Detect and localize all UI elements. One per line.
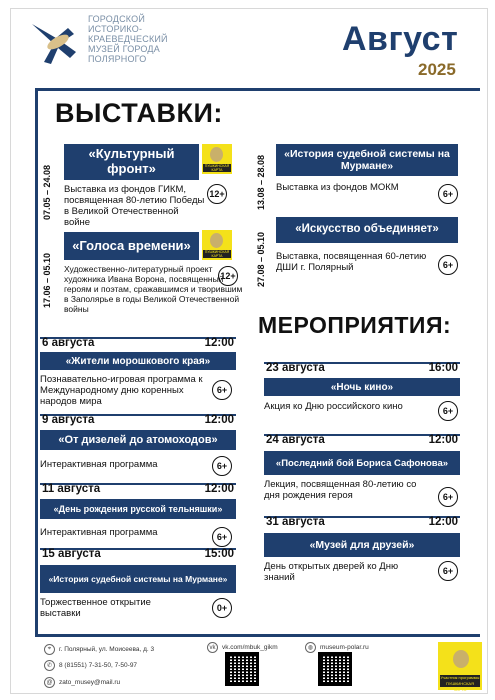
age-rating-badge: 6+ <box>212 456 232 476</box>
year: 2025 <box>418 60 456 79</box>
exhibition-item <box>256 215 466 290</box>
vk-icon: vk <box>207 642 218 653</box>
exhibition-dates: 27.08 – 05.10 <box>256 231 266 287</box>
footer-phone <box>44 660 137 671</box>
event-date: 31 августа <box>266 516 325 528</box>
email-link[interactable]: zato_musey@mail.ru <box>59 679 121 686</box>
vk-link[interactable]: vk.com/mbuk_gikm <box>222 644 278 651</box>
event-description: Акция ко Дню российского кино <box>264 401 403 412</box>
event-name: «История судебной системы на Мурмане» <box>40 565 236 593</box>
age-rating-badge: 6+ <box>438 255 458 275</box>
phone-text: 8 (81551) 7-31-50, 7-50-97 <box>59 662 138 669</box>
age-rating-badge: 6+ <box>212 527 232 547</box>
exhibition-description: Выставка, посвященная 60-летию ДШИ г. Полярный <box>276 251 427 273</box>
events-title: МЕРОПРИЯТИЯ: <box>258 312 452 338</box>
event-date: 9 августа <box>42 414 95 426</box>
pushkin-card-icon: ПУШКИНСКАЯ КАРТА <box>202 230 232 260</box>
event-time: 15:00 <box>204 548 234 560</box>
event-description: Лекция, посвященная 80-летию со дня рождения героя <box>264 479 417 501</box>
exhibition-name: «Голоса времени» <box>64 232 199 260</box>
exhibition-item <box>256 140 466 210</box>
vk-qr-code-icon <box>225 652 259 686</box>
frame-divider <box>35 634 480 637</box>
event-time: 12:00 <box>428 434 458 446</box>
event-description: Интерактивная программа <box>40 527 158 538</box>
event-name: «Последний бой Бориса Сафонова» <box>264 451 460 475</box>
age-rating-badge: 6+ <box>438 561 458 581</box>
event-name: «От дизелей до атомоходов» <box>40 430 236 450</box>
age-rating-badge: 12+ <box>218 266 238 286</box>
event-time: 12:00 <box>204 414 234 426</box>
exhibition-item <box>42 228 247 323</box>
exhibitions-title: ВЫСТАВКИ: <box>55 98 223 128</box>
exhibition-name: «Культурный фронт» <box>64 144 199 180</box>
event-description: Познавательно-игровая программа к Международному дню коренных народов мира <box>40 374 203 407</box>
museum-logo-icon <box>24 14 84 74</box>
event-name: «День рождения русской тельняшки» <box>40 499 236 519</box>
event-time: 12:00 <box>204 337 234 349</box>
pushkin-card-icon: ПУШКИНСКАЯ КАРТА <box>202 144 232 174</box>
location-icon: ⌖ <box>44 644 55 655</box>
exhibition-name: «Искусство объединяет» <box>276 217 458 243</box>
event-date: 11 августа <box>42 483 101 495</box>
event-date: 6 августа <box>42 337 95 349</box>
exhibition-dates: 17.06 – 05.10 <box>42 252 52 308</box>
event-date: 24 августа <box>266 434 325 446</box>
exhibition-item <box>42 140 242 228</box>
site-qr-code-icon <box>318 652 352 686</box>
exhibition-dates: 07.05 – 24.08 <box>42 164 52 220</box>
pushkin-card-logo-icon: Участник программы ПУШКИНСКАЯ КАРТА <box>438 642 482 690</box>
event-name: «Жители морошкового края» <box>40 352 236 370</box>
phone-icon: ✆ <box>44 660 55 671</box>
exhibition-description: Выставка из фондов МОКМ <box>276 182 399 193</box>
age-rating-badge: 6+ <box>438 487 458 507</box>
age-rating-badge: 6+ <box>212 380 232 400</box>
site-link[interactable]: museum-polar.ru <box>320 644 369 651</box>
age-rating-badge: 6+ <box>438 184 458 204</box>
email-icon: @ <box>44 677 55 688</box>
globe-icon: ◍ <box>305 642 316 653</box>
event-time: 16:00 <box>428 362 458 374</box>
event-date: 23 августа <box>266 362 325 374</box>
event-name: «Музей для друзей» <box>264 533 460 557</box>
age-rating-badge: 6+ <box>438 401 458 421</box>
exhibition-name: «История судебной системы на Мурмане» <box>276 144 458 176</box>
event-time: 12:00 <box>428 516 458 528</box>
event-description: Торжественное открытие выставки <box>40 597 151 619</box>
address-text: г. Полярный, ул. Моисеева, д. 3 <box>59 646 155 653</box>
age-rating-badge: 0+ <box>212 598 232 618</box>
footer-address <box>44 644 154 655</box>
exhibition-dates: 13.08 – 28.08 <box>256 154 266 210</box>
event-name: «Ночь кино» <box>264 378 460 396</box>
footer-email <box>44 677 120 688</box>
exhibition-description: Художественно-литературный проект художника Ивана Ворона, посвященный героям и поэтам, сражавшимся и творившим в Заполярье в годы Великой Отечественной войны <box>64 264 243 314</box>
exhibition-description: Выставка из фондов ГИКМ, посвященная 80-летию Победы в Великой Отечественной войне <box>64 184 205 228</box>
month-title: Август <box>342 20 459 58</box>
event-time: 12:00 <box>204 483 234 495</box>
museum-name: ГОРОДСКОЙ ИСТОРИКО-КРАЕВЕДЧЕСКИЙ МУЗЕЙ ГОРОДА ПОЛЯРНОГО <box>88 14 168 64</box>
event-description: День открытых дверей ко Дню знаний <box>264 561 399 583</box>
age-rating-badge: 12+ <box>207 184 227 204</box>
event-description: Интерактивная программа <box>40 459 158 470</box>
event-date: 15 августа <box>42 548 101 560</box>
